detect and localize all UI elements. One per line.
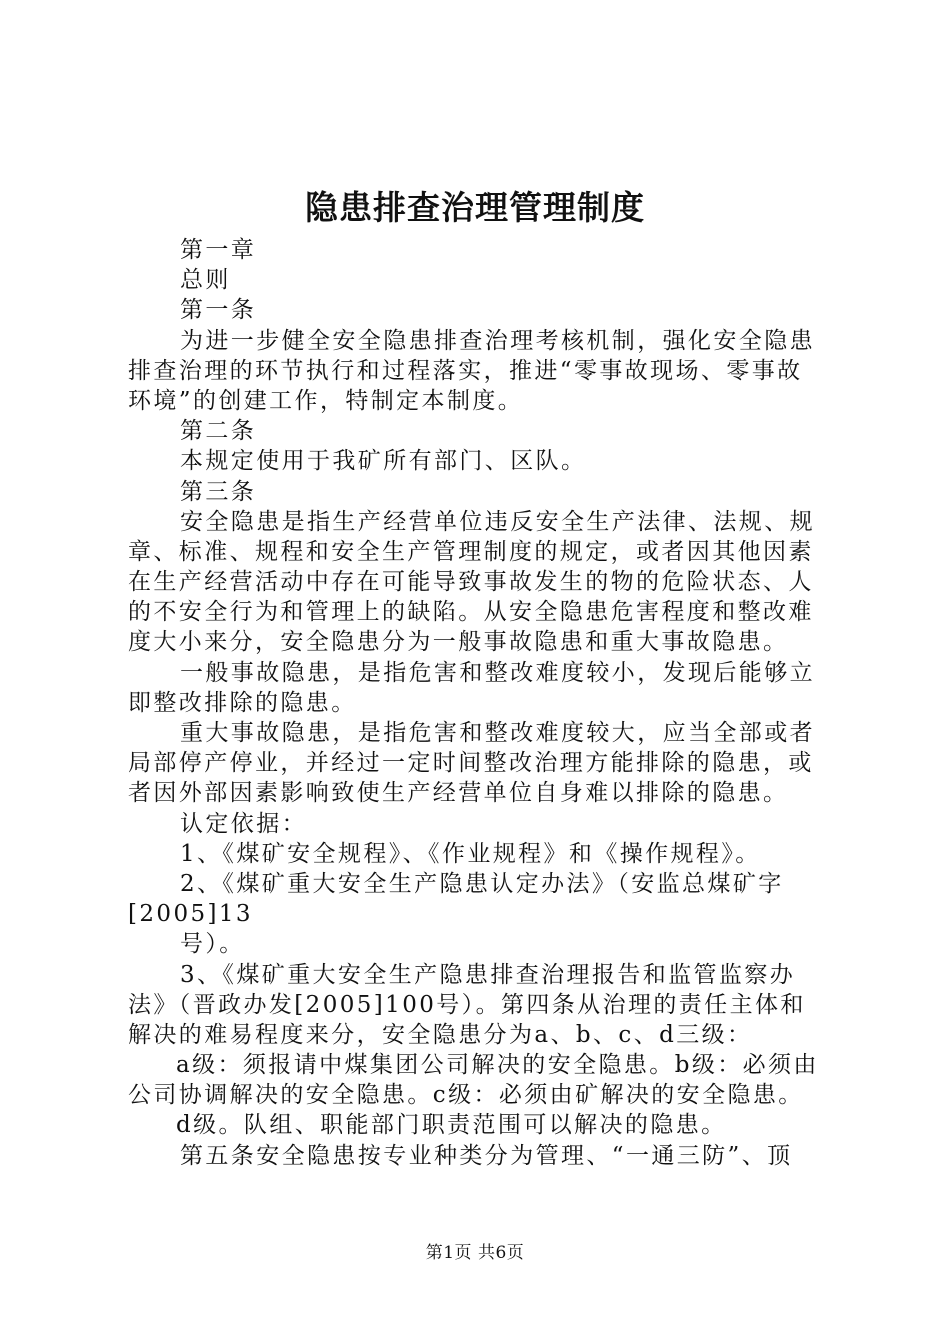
paragraph-line: 第五条安全隐患按专业种类分为管理、“一通三防”、顶 xyxy=(180,1142,793,1169)
paragraph-line: 为进一步健全安全隐患排查治理考核机制，强化安全隐患 xyxy=(180,327,815,354)
paragraph-line: a级：须报请中煤集团公司解决的安全隐患。b级：必须由 xyxy=(176,1052,819,1079)
paragraph-line: 章、标准、规程和安全生产管理制度的规定，或者因其他因素 xyxy=(128,538,814,565)
paragraph-line: 2、《煤矿重大安全生产隐患认定办法》（安监总煤矿字 xyxy=(180,870,784,897)
page-footer: 第1页 共6页 xyxy=(425,1243,525,1263)
paragraph-line: d级。队组、职能部门职责范围可以解决的隐患。 xyxy=(176,1112,727,1139)
paragraph-line: 公司协调解决的安全隐患。c级：必须由矿解决的安全隐患。 xyxy=(128,1082,804,1109)
paragraph-line: 安全隐患是指生产经营单位违反安全生产法律、法规、规 xyxy=(180,508,815,535)
paragraph-line: 排查治理的环节执行和过程落实，推进“零事故现场、零事故 xyxy=(128,357,803,384)
document-body xyxy=(128,235,832,1171)
paragraph-line: 1、《煤矿安全规程》、《作业规程》和《操作规程》。 xyxy=(180,840,761,867)
paragraph-line: 本规定使用于我矿所有部门、区队。 xyxy=(180,448,587,475)
paragraph-line: 解决的难易程度来分，安全隐患分为a、b、c、d三级： xyxy=(128,1021,753,1048)
paragraph-line: 即整改排除的隐患。 xyxy=(128,689,357,716)
paragraph-line: 法》（晋政办发[2005]100号）。第四条从治理的责任主体和 xyxy=(128,991,806,1018)
paragraph-line: 认定依据： xyxy=(180,810,307,837)
paragraph-line: 第一条 xyxy=(180,297,257,324)
paragraph-line: 在生产经营活动中存在可能导致事故发生的物的危险状态、人 xyxy=(128,569,814,596)
paragraph-line: 总则 xyxy=(180,267,231,294)
paragraph-line: 3、《煤矿重大安全生产隐患排查治理报告和监管监察办 xyxy=(180,961,796,988)
paragraph-line: [2005]13 xyxy=(128,901,253,928)
paragraph-line: 第三条 xyxy=(180,478,257,505)
paragraph-line: 者因外部因素影响致使生产经营单位自身难以排除的隐患。 xyxy=(128,780,789,807)
paragraph-line: 号）。 xyxy=(180,931,245,958)
paragraph-line: 度大小来分，安全隐患分为一般事故隐患和重大事故隐患。 xyxy=(128,629,789,656)
paragraph-line: 局部停产停业，并经过一定时间整改治理方能排除的隐患，或 xyxy=(128,750,814,777)
paragraph-line: 重大事故隐患，是指危害和整改难度较大，应当全部或者 xyxy=(180,720,815,746)
paragraph-line: 一般事故隐患，是指危害和整改难度较小，发现后能够立 xyxy=(180,659,815,686)
paragraph-line: 第二条 xyxy=(180,418,257,445)
paragraph-line: 环境”的创建工作，特制定本制度。 xyxy=(128,387,524,414)
document-title: 隐患排查治理管理制度 xyxy=(305,188,645,227)
paragraph-line: 的不安全行为和管理上的缺陷。从安全隐患危害程度和整改难 xyxy=(128,599,814,626)
paragraph-line: 第一章 xyxy=(180,237,257,263)
